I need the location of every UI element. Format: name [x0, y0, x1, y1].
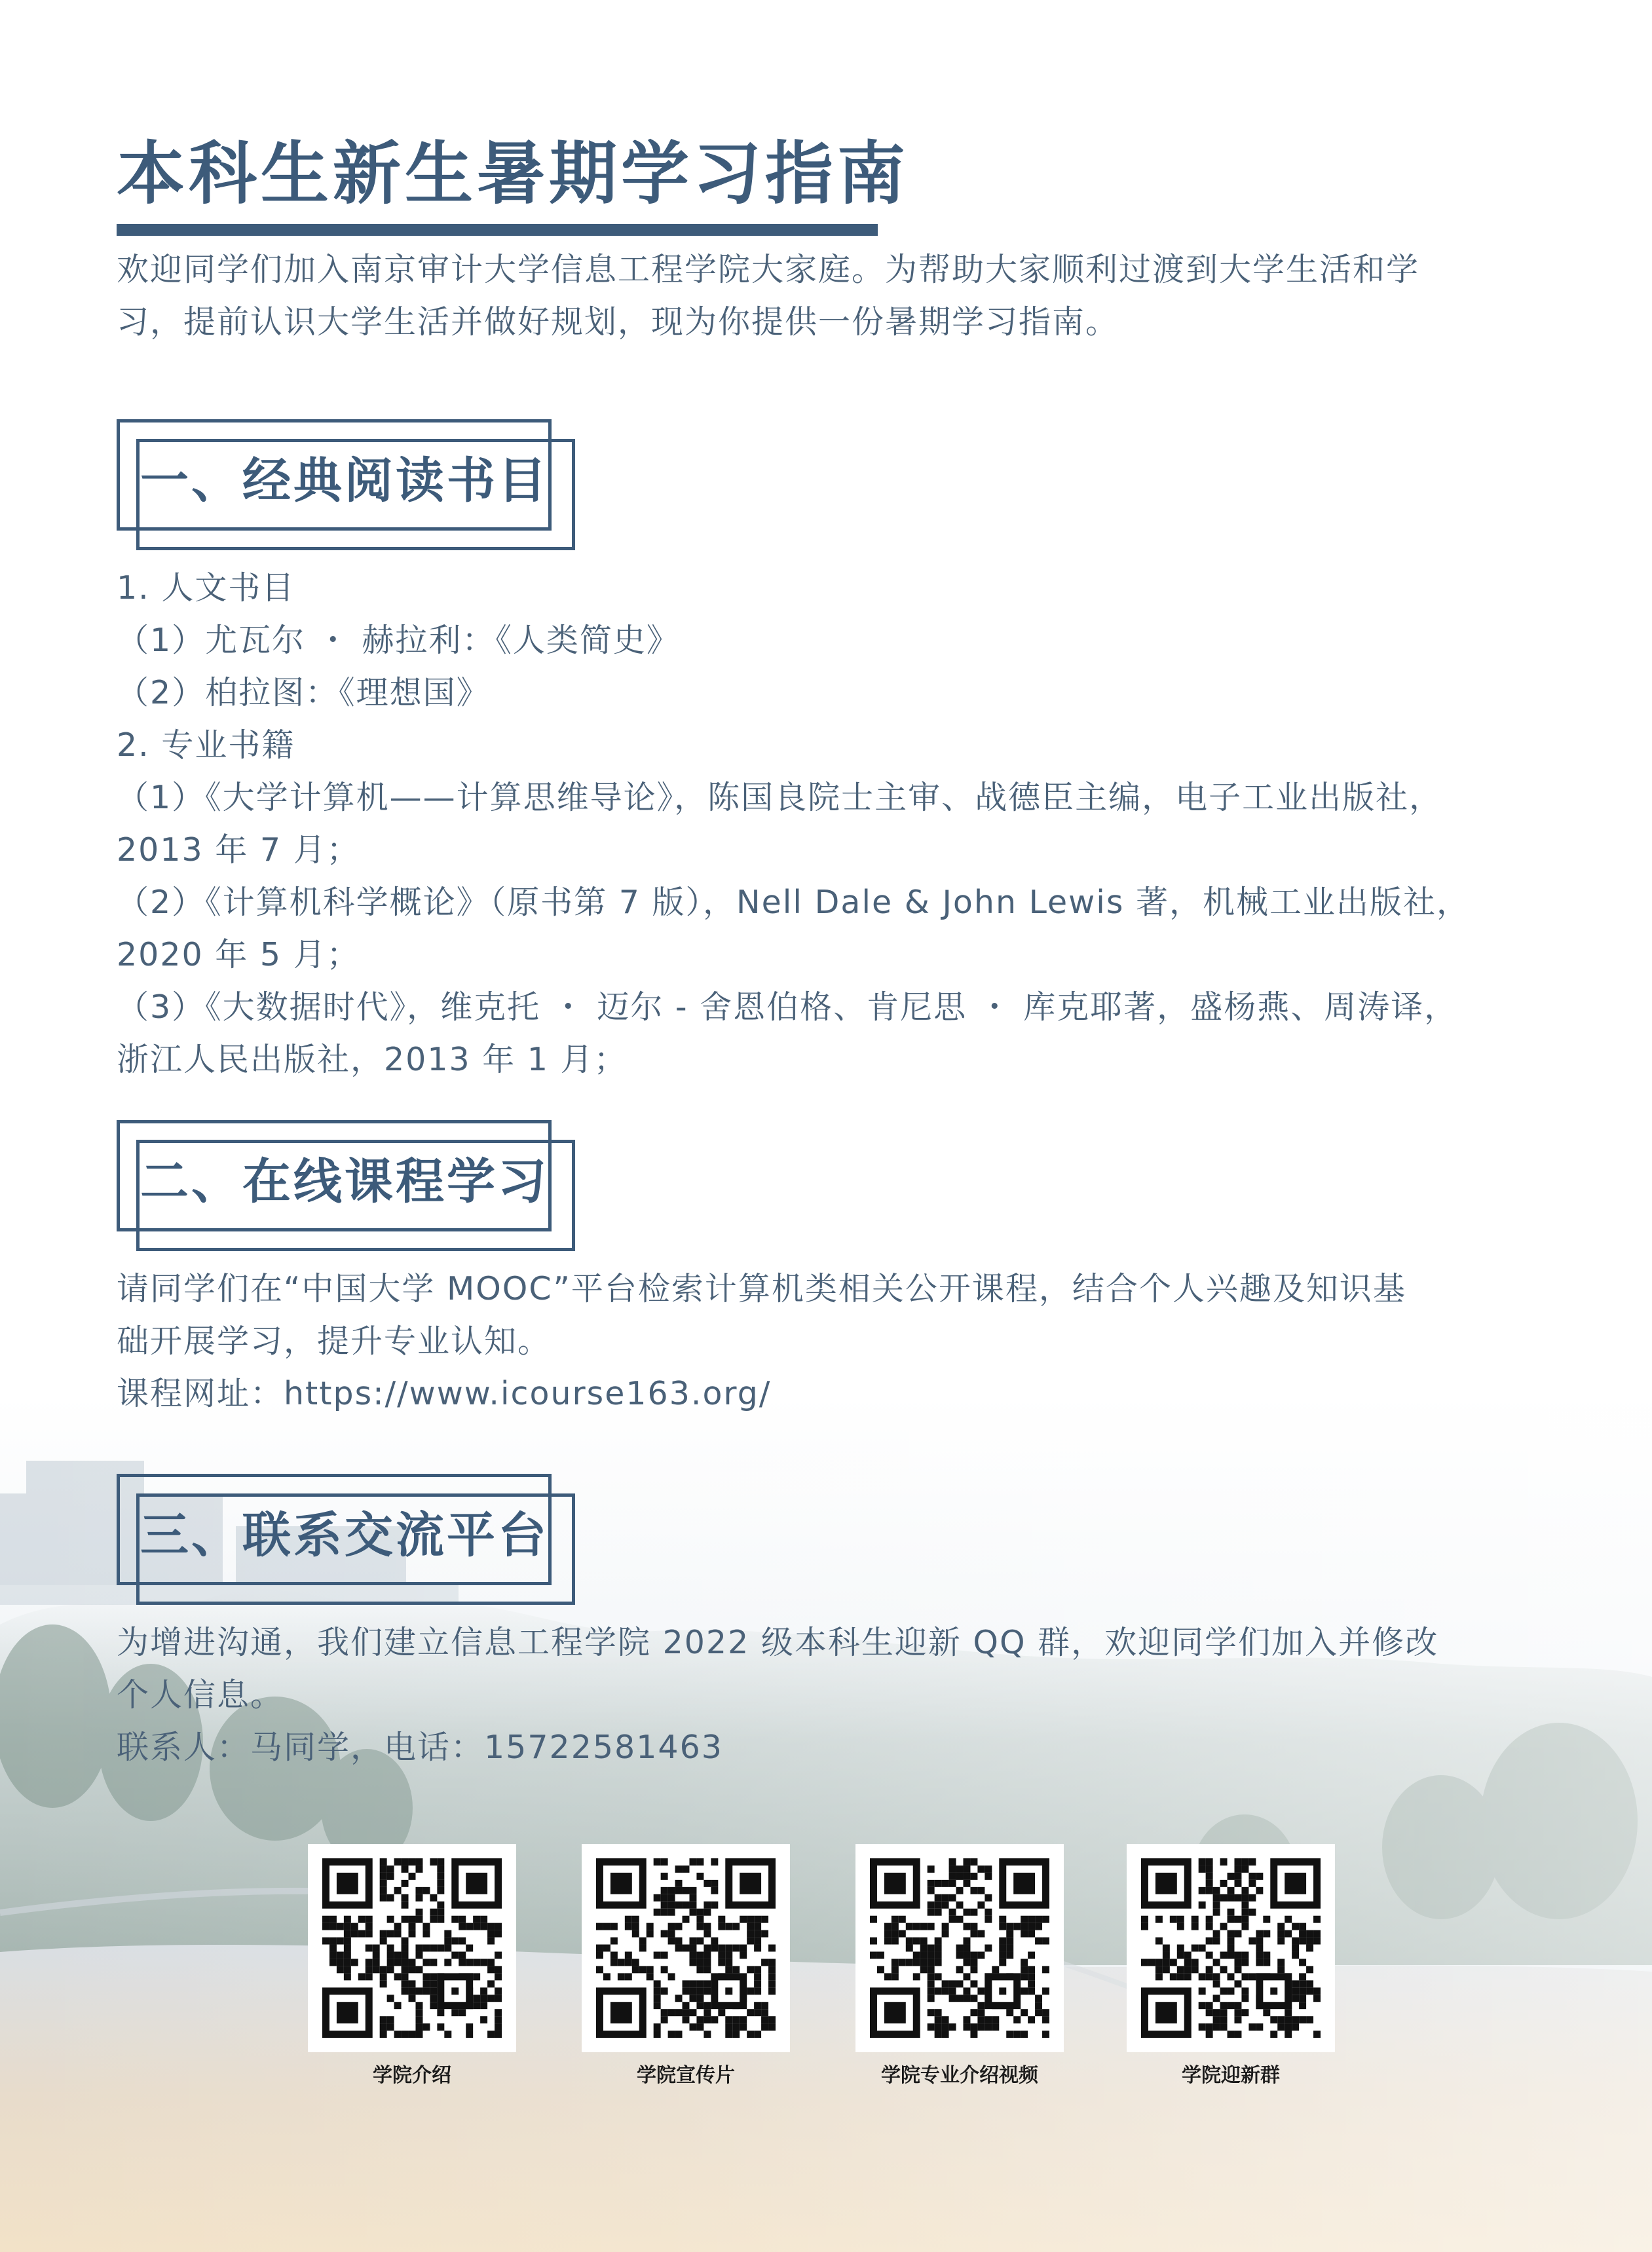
qr-code-icon — [1141, 1858, 1321, 2038]
section-heading: 一、经典阅读书目 — [140, 453, 549, 509]
qr-code-icon — [596, 1858, 776, 2038]
list-item: （3）《大数据时代》，维克托 ・ 迈尔 - 舍恩伯格、肯尼思 ・ 库克耶著，盛杨燕、周涛译， — [117, 988, 1458, 1026]
page-title: 本科生新生暑期学习指南 — [117, 134, 910, 214]
contact-info: 联系人：马同学，电话：15722581463 — [117, 1729, 723, 1766]
qr-code-card[interactable] — [308, 1844, 516, 2052]
qr-code-icon — [322, 1858, 502, 2038]
section-heading-box — [117, 419, 575, 550]
list-item: 2. 专业书籍 — [117, 726, 295, 764]
reading-list — [117, 562, 1470, 1086]
intro-line: 习，提前认识大学生活并做好规划，现为你提供一份暑期学习指南。 — [117, 303, 1119, 341]
qr-label: 学院介绍 — [373, 2064, 451, 2087]
list-item: （1）尤瓦尔 ・ 赫拉利：《人类简史》 — [117, 622, 680, 659]
qr-code-card[interactable] — [855, 1844, 1064, 2052]
list-item: 2020 年 5 月； — [117, 936, 360, 973]
list-item: 浙江人民出版社，2013 年 1 月； — [117, 1041, 628, 1078]
qr-code-icon — [870, 1858, 1049, 2038]
section-heading-box — [117, 1120, 575, 1251]
intro-line: 欢迎同学们加入南京审计大学信息工程学院大家庭。为帮助大家顺利过渡到大学生活和学 — [117, 251, 1420, 288]
text-line: 个人信息。 — [117, 1676, 284, 1714]
qr-code-card[interactable] — [582, 1844, 790, 2052]
section-heading: 三、联系交流平台 — [140, 1507, 549, 1564]
list-item: （1）《大学计算机——计算思维导论》，陈国良院士主审、战德臣主编，电子工业出版社， — [117, 779, 1443, 816]
intro-paragraph — [117, 244, 1419, 348]
list-item: 1. 人文书目 — [117, 569, 295, 607]
qr-label: 学院迎新群 — [1182, 2064, 1280, 2087]
qr-label: 学院专业介绍视频 — [881, 2064, 1038, 2087]
qr-code-card[interactable] — [1127, 1844, 1335, 2052]
section-heading-box — [117, 1474, 575, 1605]
list-item: 2013 年 7 月； — [117, 831, 360, 869]
list-item: （2）柏拉图：《理想国》 — [117, 674, 490, 711]
text-line: 请同学们在“中国大学 MOOC”平台检索计算机类相关公开课程，结合个人兴趣及知识基 — [117, 1270, 1406, 1307]
list-item: （2）《计算机科学概论》（原书第 7 版），Nell Dale & John Lewis 著，机械工业出版社， — [117, 884, 1470, 921]
qr-label: 学院宣传片 — [637, 2064, 735, 2087]
course-url-link[interactable]: 课程网址：https://www.icourse163.org/ — [117, 1375, 772, 1412]
title-underline — [117, 224, 878, 236]
contact-paragraph — [117, 1617, 1438, 1774]
text-line: 为增进沟通，我们建立信息工程学院 2022 级本科生迎新 QQ 群，欢迎同学们加入并修改 — [117, 1624, 1439, 1661]
text-line: 础开展学习，提升专业认知。 — [117, 1323, 552, 1360]
online-course-paragraph — [117, 1263, 1406, 1420]
section-heading: 二、在线课程学习 — [140, 1154, 549, 1210]
